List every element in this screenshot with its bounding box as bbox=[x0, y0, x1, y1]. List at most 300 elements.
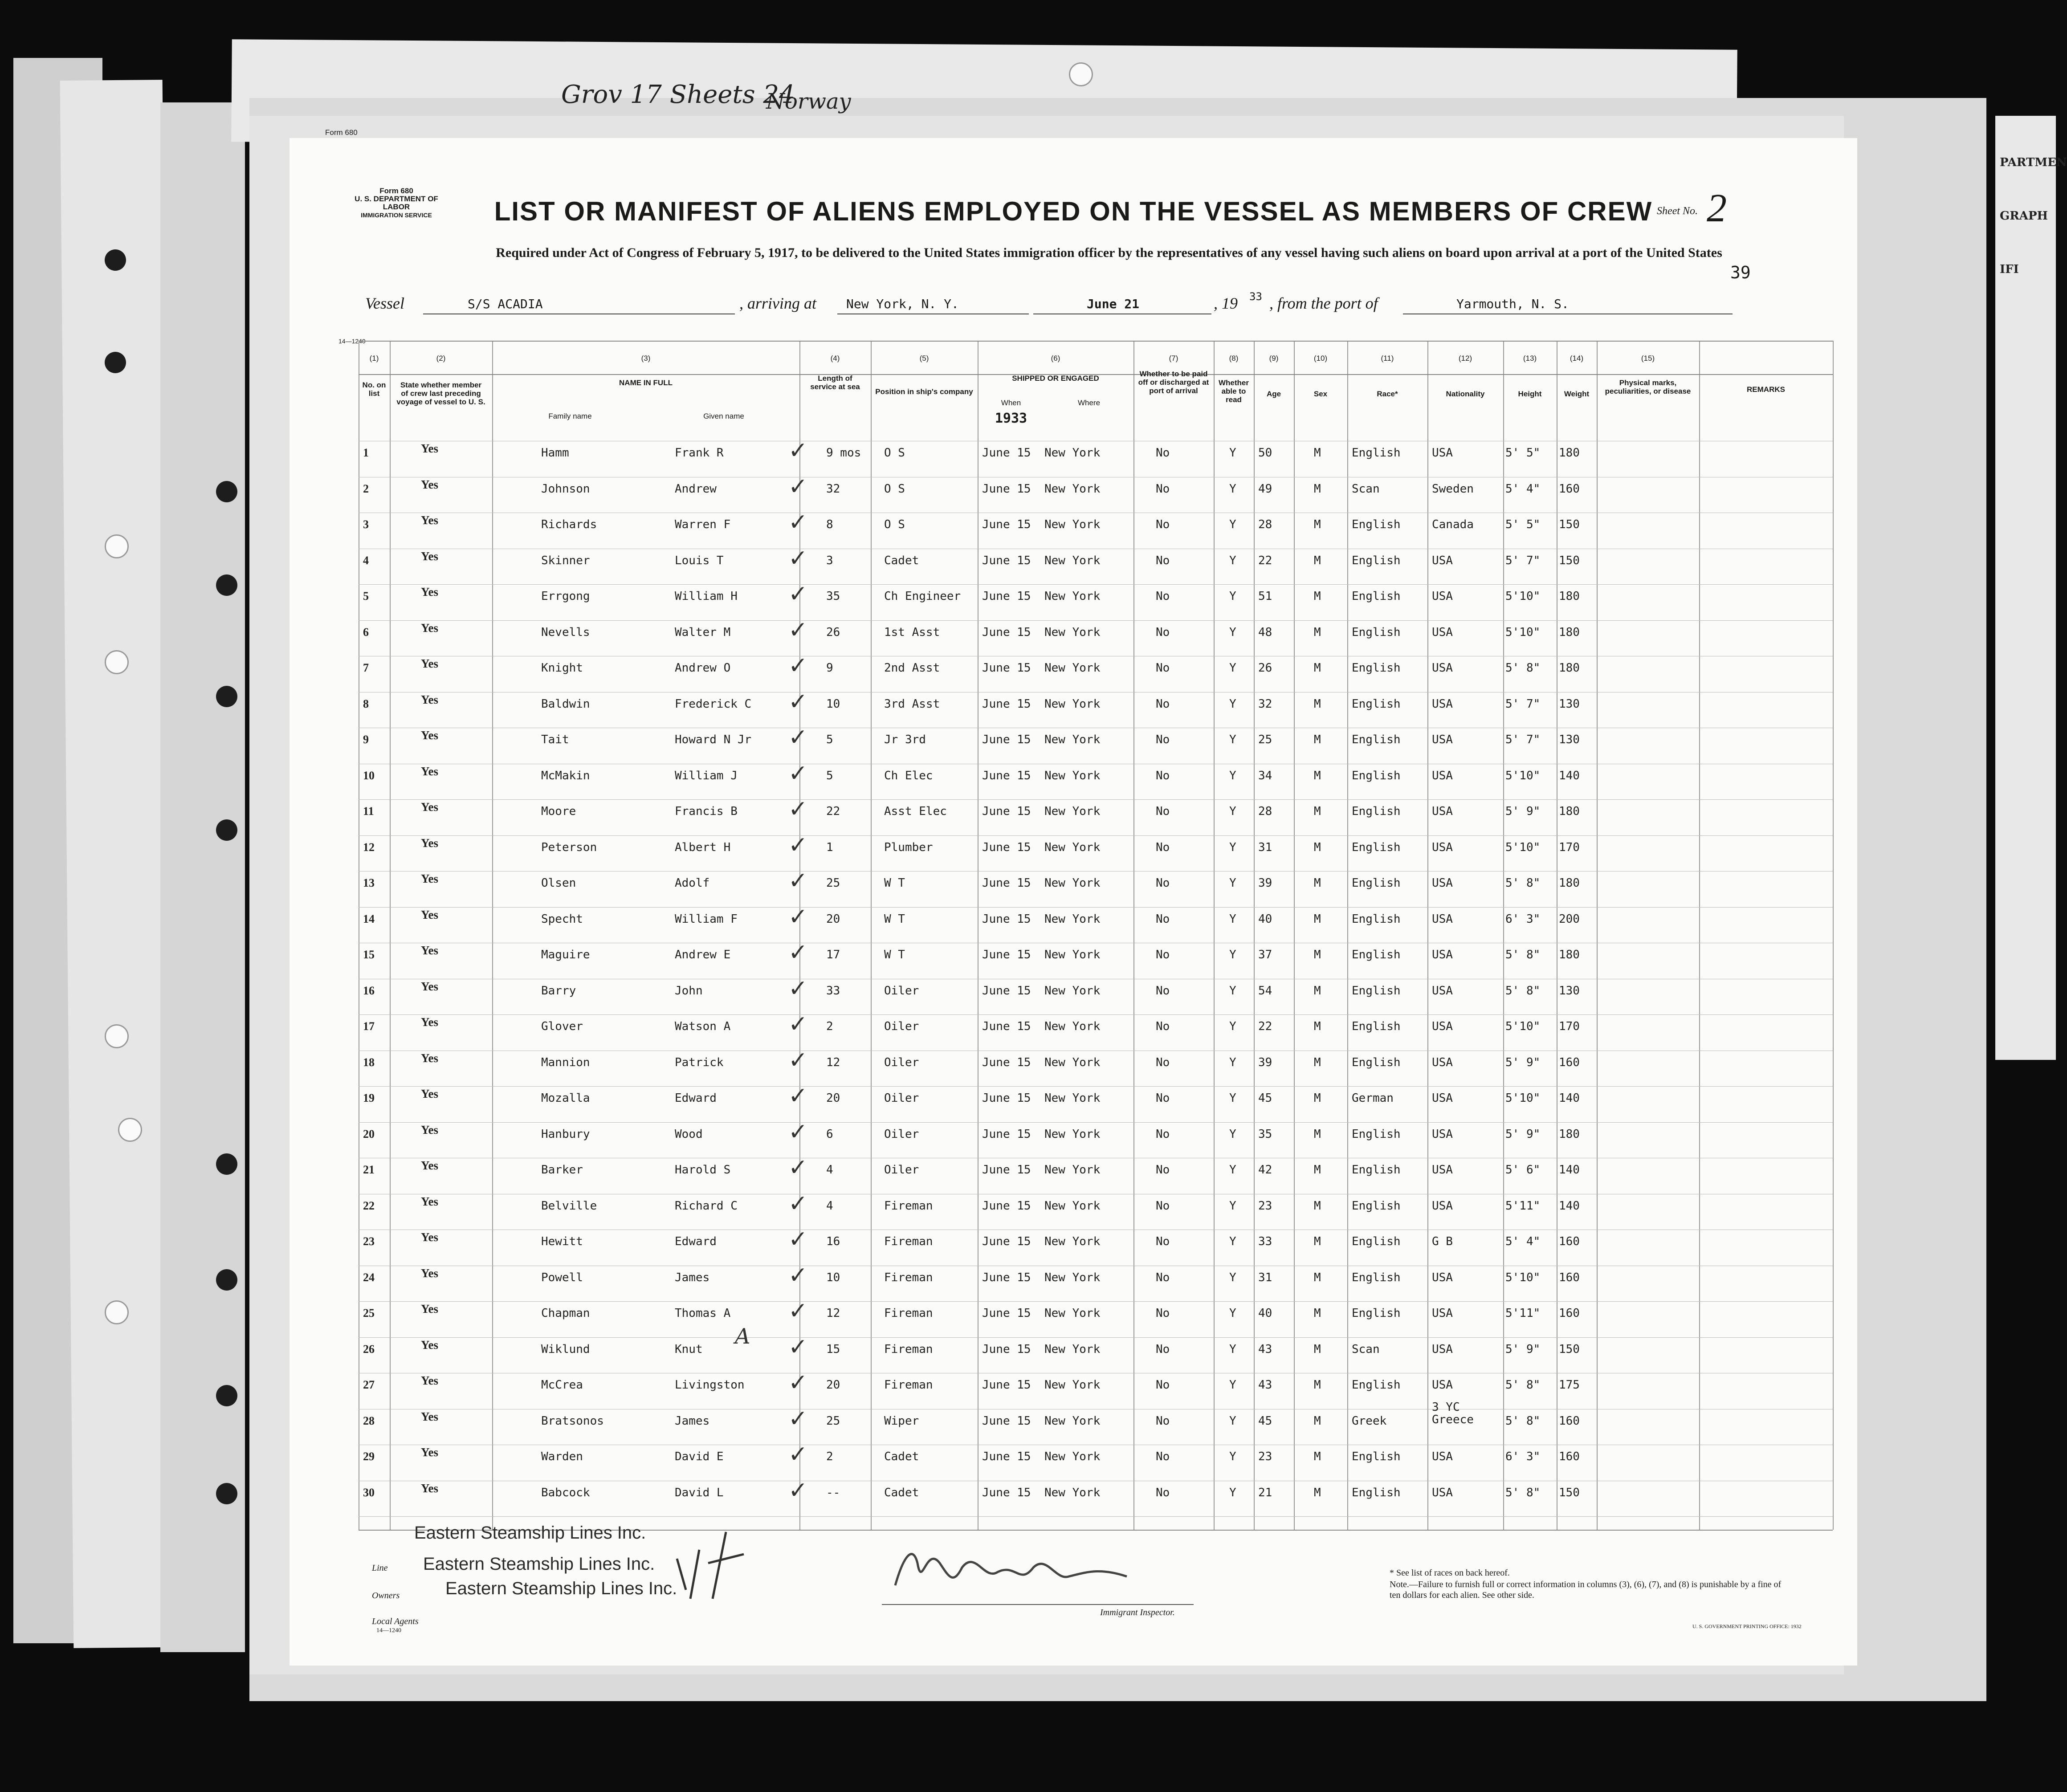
cell-age: 54 bbox=[1258, 984, 1272, 998]
cell-family: Baldwin bbox=[541, 697, 590, 711]
cell-height: 5'11" bbox=[1505, 1199, 1541, 1213]
cell-yes: Yes bbox=[421, 1338, 438, 1352]
year-suffix: 33 bbox=[1249, 290, 1262, 303]
col-age: Age bbox=[1266, 390, 1281, 398]
col14-number: (14) bbox=[1570, 354, 1584, 362]
cell-yes: Yes bbox=[421, 442, 438, 455]
binder-hole bbox=[216, 574, 237, 596]
cell-weight: 180 bbox=[1559, 590, 1580, 603]
cell-given: Harold S bbox=[675, 1163, 731, 1177]
cell-sex: M bbox=[1314, 1091, 1321, 1105]
cell-given: James bbox=[675, 1271, 710, 1284]
cell-age: 42 bbox=[1258, 1163, 1272, 1177]
cell-where: New York bbox=[1044, 984, 1101, 998]
cell-weight: 150 bbox=[1559, 554, 1580, 567]
cell-when: June 15 bbox=[982, 697, 1031, 711]
cell-paid: No bbox=[1156, 661, 1170, 675]
cell-yes: Yes bbox=[421, 944, 438, 957]
inspector-label: Immigrant Inspector. bbox=[1100, 1608, 1175, 1617]
cell-no: 29 bbox=[363, 1450, 375, 1463]
cell-sex: M bbox=[1314, 1378, 1321, 1392]
cell-no: 23 bbox=[363, 1235, 375, 1248]
binder-hole bbox=[105, 1024, 129, 1048]
cell-where: New York bbox=[1044, 697, 1101, 711]
cell-weight: 160 bbox=[1559, 1307, 1580, 1320]
cell-paid: No bbox=[1156, 876, 1170, 890]
check-mark-icon: ✓ bbox=[788, 437, 808, 464]
cell-family: McMakin bbox=[541, 769, 590, 782]
cell-when: June 15 bbox=[982, 1307, 1031, 1320]
cell-sex: M bbox=[1314, 1486, 1321, 1499]
page-subtitle: Required under Act of Congress of February 5, 1917, to be delivered to the United States immigration officer by the representatives of any vessel having such aliens on board upon arrival at a port of the United States bbox=[496, 245, 1722, 260]
cell-where: New York bbox=[1044, 1091, 1101, 1105]
cell-paid: No bbox=[1156, 1235, 1170, 1248]
cell-given: John bbox=[675, 984, 703, 998]
cell-height: 5' 4" bbox=[1505, 482, 1541, 496]
check-mark-icon: ✓ bbox=[788, 1154, 808, 1181]
cell-height: 6' 3" bbox=[1505, 1450, 1541, 1463]
cell-given: Frederick C bbox=[675, 697, 752, 711]
cell-yes: Yes bbox=[421, 729, 438, 742]
cell-read: Y bbox=[1229, 1271, 1236, 1284]
cell-position: Cadet bbox=[884, 1486, 919, 1499]
cell-service: 2 bbox=[826, 1450, 833, 1463]
cell-service: 8 bbox=[826, 518, 833, 531]
cell-where: New York bbox=[1044, 1378, 1101, 1392]
cell-nationality: USA bbox=[1432, 1342, 1453, 1356]
cell-read: Y bbox=[1229, 840, 1236, 854]
cell-family: Barker bbox=[541, 1163, 583, 1177]
col-race: Race* bbox=[1377, 390, 1398, 398]
cell-sex: M bbox=[1314, 446, 1321, 460]
cell-weight: 150 bbox=[1559, 1342, 1580, 1356]
manifest-sheet bbox=[289, 128, 1857, 1666]
cell-age: 28 bbox=[1258, 518, 1272, 531]
races-note: * See list of races on back hereof. bbox=[1390, 1568, 1510, 1578]
cell-given: David L bbox=[675, 1486, 724, 1499]
footer bbox=[289, 1474, 1857, 1652]
cell-sex: M bbox=[1314, 1307, 1321, 1320]
cell-nationality: USA bbox=[1432, 1271, 1453, 1284]
cell-nationality: USA bbox=[1432, 661, 1453, 675]
cell-service: 22 bbox=[826, 805, 840, 818]
cell-height: 5' 9" bbox=[1505, 805, 1541, 818]
cell-where: New York bbox=[1044, 1055, 1101, 1069]
cell-weight: 180 bbox=[1559, 948, 1580, 961]
cell-nationality: USA bbox=[1432, 769, 1453, 782]
cell-no: 16 bbox=[363, 984, 375, 997]
cell-when: June 15 bbox=[982, 590, 1031, 603]
cell-given: Walter M bbox=[675, 625, 731, 639]
cell-where: New York bbox=[1044, 446, 1101, 460]
cell-when: June 15 bbox=[982, 661, 1031, 675]
cell-nationality: USA bbox=[1432, 1055, 1453, 1069]
cell-yes: Yes bbox=[421, 1446, 438, 1459]
col6-number: (6) bbox=[1051, 354, 1060, 362]
cell-family: Barry bbox=[541, 984, 576, 998]
cell-nationality: USA bbox=[1432, 1020, 1453, 1033]
cell-no: 25 bbox=[363, 1307, 375, 1320]
cell-no: 13 bbox=[363, 876, 375, 889]
check-mark-icon: ✓ bbox=[788, 473, 808, 500]
cell-family: Olsen bbox=[541, 876, 576, 890]
cell-position: Ch Engineer bbox=[884, 590, 961, 603]
cell-height: 5' 9" bbox=[1505, 1342, 1541, 1356]
cell-age: 43 bbox=[1258, 1342, 1272, 1356]
check-mark-icon: ✓ bbox=[788, 939, 808, 966]
check-mark-icon: ✓ bbox=[788, 724, 808, 751]
cell-race: English bbox=[1352, 1307, 1401, 1320]
cell-paid: No bbox=[1156, 590, 1170, 603]
cell-weight: 180 bbox=[1559, 805, 1580, 818]
cell-race: English bbox=[1352, 1450, 1401, 1463]
check-mark-icon: ✓ bbox=[788, 1477, 808, 1504]
cell-where: New York bbox=[1044, 876, 1101, 890]
cell-when: June 15 bbox=[982, 1127, 1031, 1141]
cell-when: June 15 bbox=[982, 912, 1031, 926]
cell-position: Plumber bbox=[884, 840, 933, 854]
cell-family: Bratsonos bbox=[541, 1414, 604, 1428]
cell-when: June 15 bbox=[982, 482, 1031, 496]
cell-service: 9 mos bbox=[826, 446, 861, 460]
col-read: Whether able to read bbox=[1219, 379, 1249, 404]
cell-family: Hewitt bbox=[541, 1235, 583, 1248]
cell-height: 6' 3" bbox=[1505, 912, 1541, 926]
cell-when: June 15 bbox=[982, 984, 1031, 998]
cell-where: New York bbox=[1044, 1486, 1101, 1499]
cell-weight: 160 bbox=[1559, 1271, 1580, 1284]
col2-number: (2) bbox=[436, 354, 446, 362]
cell-when: June 15 bbox=[982, 948, 1031, 961]
cell-yes: Yes bbox=[421, 549, 438, 563]
cell-race: English bbox=[1352, 1127, 1401, 1141]
col7-number: (7) bbox=[1169, 354, 1178, 362]
cell-family: McCrea bbox=[541, 1378, 583, 1392]
cell-age: 39 bbox=[1258, 876, 1272, 890]
penalty-note: Note.—Failure to furnish full or correct information in columns (3), (6), (7), and (8) is punishable by a fine of ten dollars for each alien. See other side. bbox=[1390, 1580, 1782, 1600]
cell-family: Nevells bbox=[541, 625, 590, 639]
check-mark-icon: ✓ bbox=[788, 867, 808, 894]
check-mark-icon: ✓ bbox=[788, 1083, 808, 1109]
cell-weight: 200 bbox=[1559, 912, 1580, 926]
cell-service: 5 bbox=[826, 733, 833, 746]
cell-paid: No bbox=[1156, 912, 1170, 926]
check-mark-icon: ✓ bbox=[788, 652, 808, 679]
cell-service: 25 bbox=[826, 1414, 840, 1428]
cell-paid: No bbox=[1156, 697, 1170, 711]
cell-service: 26 bbox=[826, 625, 840, 639]
cell-nationality: 3 YC Greece bbox=[1432, 1400, 1474, 1426]
cell-given: Adolf bbox=[675, 876, 710, 890]
cell-no: 14 bbox=[363, 912, 375, 925]
cell-weight: 140 bbox=[1559, 1199, 1580, 1213]
cell-family: Tait bbox=[541, 733, 569, 746]
cell-weight: 150 bbox=[1559, 1486, 1580, 1499]
cell-sex: M bbox=[1314, 1271, 1321, 1284]
cell-service: 20 bbox=[826, 1378, 840, 1392]
cell-paid: No bbox=[1156, 948, 1170, 961]
stamp-number: 39 bbox=[1730, 263, 1751, 282]
cell-age: 50 bbox=[1258, 446, 1272, 460]
cell-position: Fireman bbox=[884, 1271, 933, 1284]
cell-weight: 130 bbox=[1559, 984, 1580, 998]
cell-when: June 15 bbox=[982, 840, 1031, 854]
cell-read: Y bbox=[1229, 1055, 1236, 1069]
cell-sex: M bbox=[1314, 1163, 1321, 1177]
cell-yes: Yes bbox=[421, 800, 438, 814]
cell-no: 4 bbox=[363, 554, 369, 567]
cell-age: 40 bbox=[1258, 912, 1272, 926]
from-label: , from the port of bbox=[1269, 294, 1378, 312]
cell-position: 1st Asst bbox=[884, 625, 940, 639]
cell-height: 5' 9" bbox=[1505, 1127, 1541, 1141]
cell-read: Y bbox=[1229, 876, 1236, 890]
cell-race: English bbox=[1352, 876, 1401, 890]
cell-no: 10 bbox=[363, 769, 375, 782]
cell-age: 33 bbox=[1258, 1235, 1272, 1248]
from-port: Yarmouth, N. S. bbox=[1456, 297, 1569, 311]
cell-when: June 15 bbox=[982, 446, 1031, 460]
cell-yes: Yes bbox=[421, 477, 438, 491]
cell-service: 3 bbox=[826, 554, 833, 567]
cell-weight: 140 bbox=[1559, 1091, 1580, 1105]
col-year: 1933 bbox=[995, 411, 1027, 426]
binder-hole bbox=[105, 249, 126, 271]
cell-read: Y bbox=[1229, 482, 1236, 496]
cell-race: English bbox=[1352, 1020, 1401, 1033]
cell-weight: 170 bbox=[1559, 840, 1580, 854]
cell-sex: M bbox=[1314, 590, 1321, 603]
cell-nationality: USA bbox=[1432, 1127, 1453, 1141]
cell-sex: M bbox=[1314, 1235, 1321, 1248]
cell-where: New York bbox=[1044, 912, 1101, 926]
cell-position: Fireman bbox=[884, 1307, 933, 1320]
col8-number: (8) bbox=[1229, 354, 1239, 362]
cell-service: 20 bbox=[826, 1091, 840, 1105]
owners-label: Owners bbox=[372, 1591, 400, 1601]
cell-read: Y bbox=[1229, 661, 1236, 675]
cell-paid: No bbox=[1156, 554, 1170, 567]
cell-read: Y bbox=[1229, 1414, 1236, 1428]
cell-when: June 15 bbox=[982, 1163, 1031, 1177]
cell-position: 3rd Asst bbox=[884, 697, 940, 711]
cell-yes: Yes bbox=[421, 1123, 438, 1136]
cell-no: 30 bbox=[363, 1486, 375, 1499]
check-mark-icon: ✓ bbox=[788, 903, 808, 930]
cell-no: 1 bbox=[363, 446, 369, 459]
cell-paid: No bbox=[1156, 625, 1170, 639]
cell-height: 5' 6" bbox=[1505, 1163, 1541, 1177]
cell-family: Hanbury bbox=[541, 1127, 590, 1141]
cell-read: Y bbox=[1229, 1127, 1236, 1141]
cell-where: New York bbox=[1044, 948, 1101, 961]
cell-race: English bbox=[1352, 984, 1401, 998]
vessel-label: Vessel bbox=[365, 294, 404, 312]
cell-sex: M bbox=[1314, 769, 1321, 782]
cell-weight: 160 bbox=[1559, 482, 1580, 496]
cell-where: New York bbox=[1044, 1199, 1101, 1213]
cell-no: 15 bbox=[363, 948, 375, 961]
cell-read: Y bbox=[1229, 733, 1236, 746]
cell-position: Fireman bbox=[884, 1342, 933, 1356]
col-length: Length of service at sea bbox=[810, 374, 860, 391]
cell-given: Albert H bbox=[675, 840, 731, 854]
cell-nationality: USA bbox=[1432, 948, 1453, 961]
check-mark-icon: ✓ bbox=[788, 1047, 808, 1074]
cell-race: English bbox=[1352, 733, 1401, 746]
cell-age: 31 bbox=[1258, 1271, 1272, 1284]
cell-family: Warden bbox=[541, 1450, 583, 1463]
check-mark-icon: ✓ bbox=[788, 1441, 808, 1468]
cell-given: Richard C bbox=[675, 1199, 738, 1213]
cell-yes: Yes bbox=[421, 1374, 438, 1387]
cell-sex: M bbox=[1314, 805, 1321, 818]
cell-yes: Yes bbox=[421, 836, 438, 850]
cell-service: 1 bbox=[826, 840, 833, 854]
cell-position: W T bbox=[884, 912, 905, 926]
cell-weight: 180 bbox=[1559, 661, 1580, 675]
cell-nationality: USA bbox=[1432, 1450, 1453, 1463]
cell-when: June 15 bbox=[982, 554, 1031, 567]
cell-paid: No bbox=[1156, 984, 1170, 998]
cell-given: Patrick bbox=[675, 1055, 724, 1069]
cell-weight: 160 bbox=[1559, 1235, 1580, 1248]
cell-race: Greek bbox=[1352, 1414, 1387, 1428]
cell-age: 28 bbox=[1258, 805, 1272, 818]
line-label: Line bbox=[372, 1563, 388, 1573]
cell-no: 19 bbox=[363, 1091, 375, 1104]
cell-weight: 160 bbox=[1559, 1055, 1580, 1069]
cell-height: 5' 7" bbox=[1505, 554, 1541, 567]
cell-position: Oiler bbox=[884, 1163, 919, 1177]
cell-race: English bbox=[1352, 590, 1401, 603]
cell-race: German bbox=[1352, 1091, 1394, 1105]
cell-family: Richards bbox=[541, 518, 597, 531]
binder-hole bbox=[216, 481, 237, 502]
cell-when: June 15 bbox=[982, 876, 1031, 890]
col-physical: Physical marks, peculiarities, or disease bbox=[1605, 379, 1691, 395]
cell-sex: M bbox=[1314, 1450, 1321, 1463]
cell-given: Knut bbox=[675, 1342, 703, 1356]
cell-sex: M bbox=[1314, 1020, 1321, 1033]
cell-height: 5'10" bbox=[1505, 769, 1541, 782]
cell-sex: M bbox=[1314, 1127, 1321, 1141]
col3-number: (3) bbox=[641, 354, 651, 362]
cell-nationality: USA bbox=[1432, 876, 1453, 890]
cell-paid: No bbox=[1156, 1199, 1170, 1213]
cell-yes: Yes bbox=[421, 1194, 438, 1208]
cell-race: English bbox=[1352, 661, 1401, 675]
cell-yes: Yes bbox=[421, 1015, 438, 1029]
col12-number: (12) bbox=[1458, 354, 1472, 362]
cell-read: Y bbox=[1229, 1199, 1236, 1213]
cell-service: 33 bbox=[826, 984, 840, 998]
cell-height: 5' 8" bbox=[1505, 1414, 1541, 1428]
inspector-signature bbox=[886, 1536, 1162, 1599]
cell-no: 28 bbox=[363, 1414, 375, 1427]
cell-family: Chapman bbox=[541, 1307, 590, 1320]
cell-given: Andrew bbox=[675, 482, 717, 496]
cell-nationality: G B bbox=[1432, 1235, 1453, 1248]
cell-service: 12 bbox=[826, 1307, 840, 1320]
cell-height: 5' 9" bbox=[1505, 1055, 1541, 1069]
cell-yes: Yes bbox=[421, 657, 438, 670]
cell-age: 22 bbox=[1258, 1020, 1272, 1033]
cell-race: English bbox=[1352, 518, 1401, 531]
cell-age: 23 bbox=[1258, 1199, 1272, 1213]
cell-age: 51 bbox=[1258, 590, 1272, 603]
check-mark-icon: ✓ bbox=[788, 975, 808, 1002]
cell-read: Y bbox=[1229, 590, 1236, 603]
cell-service: 35 bbox=[826, 590, 840, 603]
cell-nationality: USA bbox=[1432, 912, 1453, 926]
vessel-line bbox=[365, 290, 1835, 321]
cell-no: 20 bbox=[363, 1127, 375, 1140]
cell-age: 21 bbox=[1258, 1486, 1272, 1499]
page-title: LIST OR MANIFEST OF ALIENS EMPLOYED ON THE VESSEL AS MEMBERS OF CREW bbox=[494, 196, 1653, 226]
cell-where: New York bbox=[1044, 1235, 1101, 1248]
cell-race: Scan bbox=[1352, 1342, 1380, 1356]
owner-signature-mark bbox=[659, 1523, 757, 1603]
cell-height: 5'10" bbox=[1505, 1020, 1541, 1033]
line-stamp: Eastern Steamship Lines Inc. bbox=[414, 1523, 646, 1543]
cell-weight: 130 bbox=[1559, 697, 1580, 711]
cell-height: 5'10" bbox=[1505, 590, 1541, 603]
cell-paid: No bbox=[1156, 1163, 1170, 1177]
cell-paid: No bbox=[1156, 482, 1170, 496]
cell-paid: No bbox=[1156, 1271, 1170, 1284]
cell-family: Specht bbox=[541, 912, 583, 926]
cell-when: June 15 bbox=[982, 1055, 1031, 1069]
cell-service: 2 bbox=[826, 1020, 833, 1033]
cell-sex: M bbox=[1314, 840, 1321, 854]
cell-position: Fireman bbox=[884, 1378, 933, 1392]
cell-when: June 15 bbox=[982, 625, 1031, 639]
cell-service: 17 bbox=[826, 948, 840, 961]
cell-where: New York bbox=[1044, 554, 1101, 567]
cell-sex: M bbox=[1314, 733, 1321, 746]
binder-hole bbox=[216, 1153, 237, 1175]
cell-paid: No bbox=[1156, 1020, 1170, 1033]
cell-age: 49 bbox=[1258, 482, 1272, 496]
cell-service: 25 bbox=[826, 876, 840, 890]
cell-paid: No bbox=[1156, 518, 1170, 531]
cell-family: Wiklund bbox=[541, 1342, 590, 1356]
binder-hole bbox=[216, 1483, 237, 1504]
cell-yes: Yes bbox=[421, 585, 438, 599]
col-state: State whether member of crew last preceding voyage of vessel to U. S. bbox=[396, 381, 485, 406]
cell-race: Scan bbox=[1352, 482, 1380, 496]
cell-where: New York bbox=[1044, 625, 1101, 639]
cell-family: Maguire bbox=[541, 948, 590, 961]
cell-race: English bbox=[1352, 912, 1401, 926]
cell-read: Y bbox=[1229, 446, 1236, 460]
check-mark-icon: ✓ bbox=[788, 1011, 808, 1038]
cell-paid: No bbox=[1156, 769, 1170, 782]
cell-sex: M bbox=[1314, 948, 1321, 961]
col11-number: (11) bbox=[1381, 354, 1394, 362]
small-code: 14—1240 bbox=[338, 338, 366, 345]
cell-age: 43 bbox=[1258, 1378, 1272, 1392]
col-family-name: Family name bbox=[548, 412, 592, 420]
cell-age: 40 bbox=[1258, 1307, 1272, 1320]
cell-height: 5' 8" bbox=[1505, 1486, 1541, 1499]
cell-given: Frank R bbox=[675, 446, 724, 460]
col-height: Height bbox=[1518, 390, 1542, 398]
cell-yes: Yes bbox=[421, 1087, 438, 1100]
cell-when: June 15 bbox=[982, 1020, 1031, 1033]
cell-yes: Yes bbox=[421, 513, 438, 527]
